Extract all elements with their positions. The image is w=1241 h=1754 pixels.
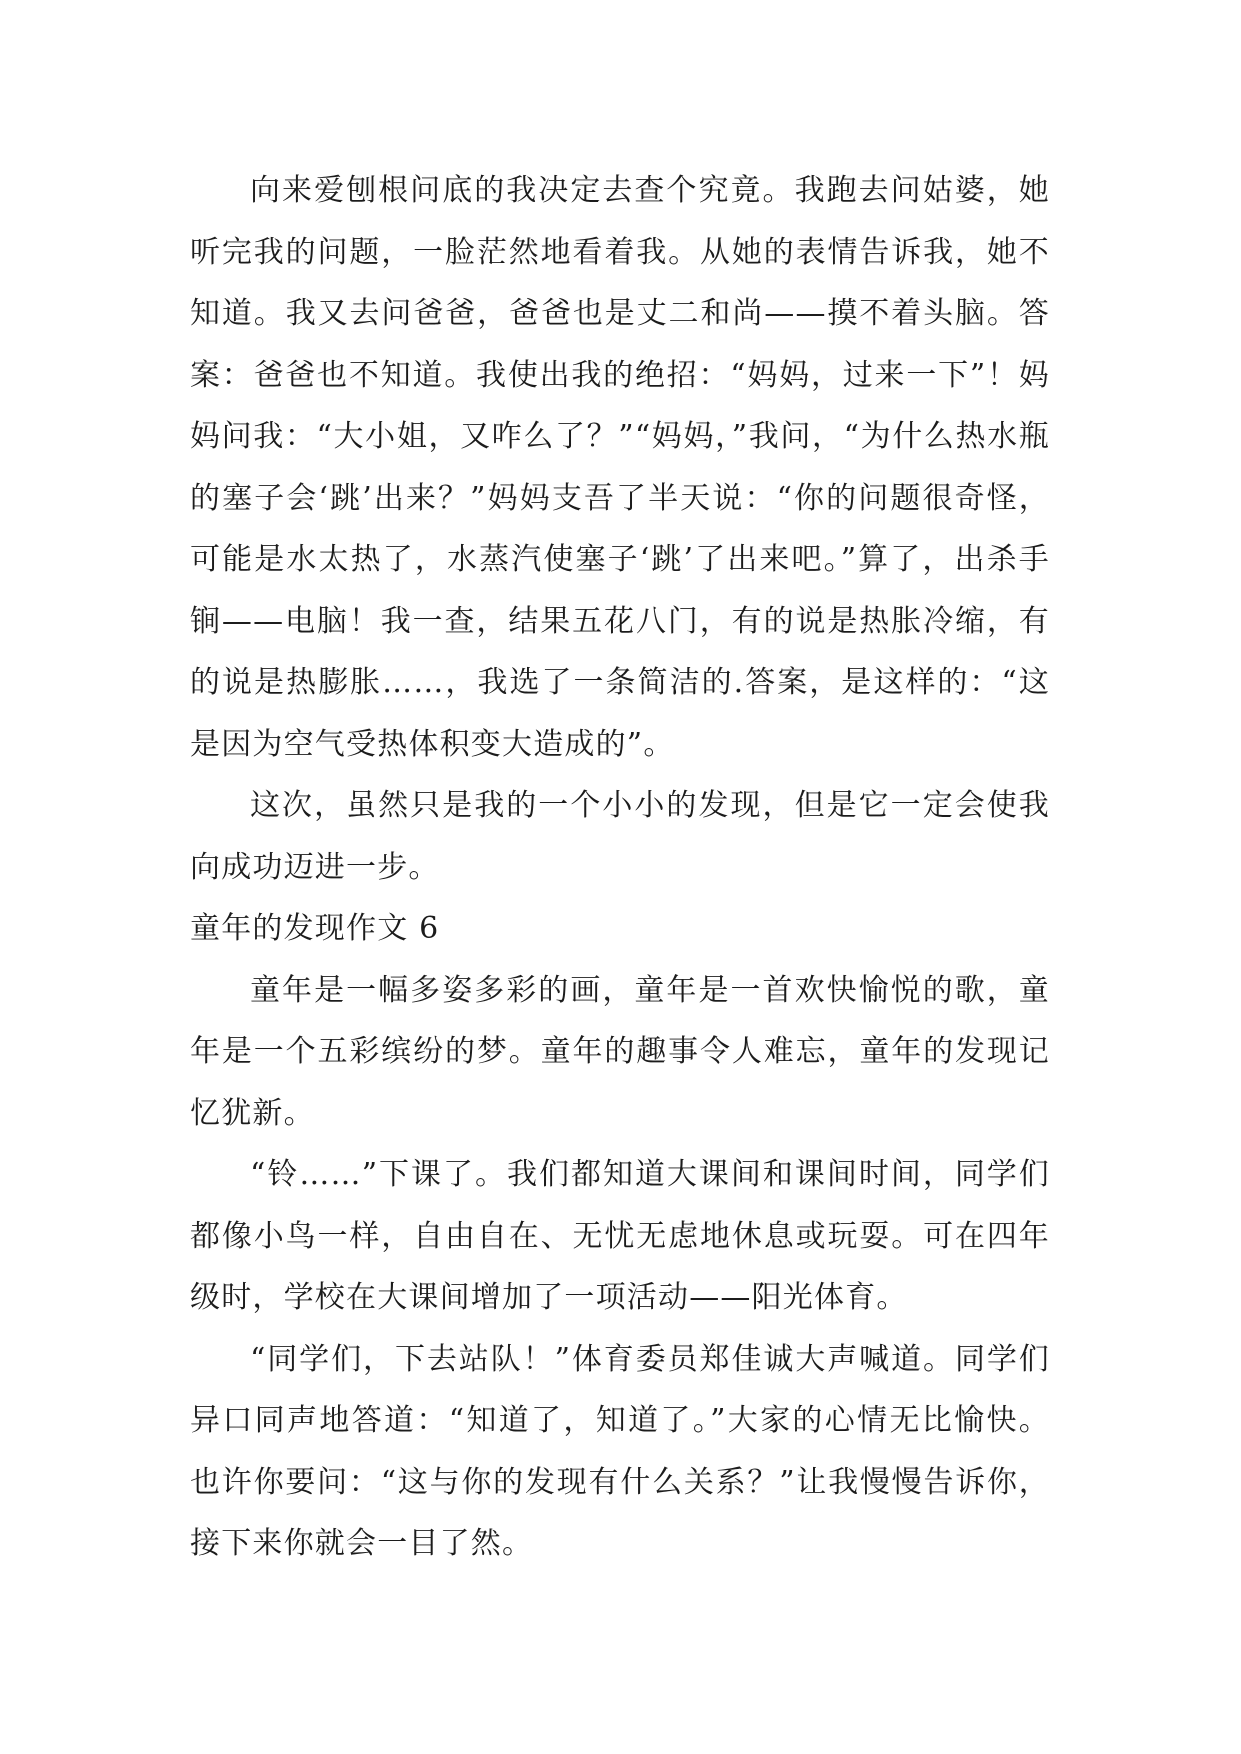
paragraph-childhood-intro: 童年是一幅多姿多彩的画，童年是一首欢快愉悦的歌，童年是一个五彩缤纷的梦。童年的趣事令人难忘，童年的发现记忆犹新。: [190, 972, 1050, 1131]
paragraph-investigation: 向来爱刨根问底的我决定去查个究竟。我跑去问姑婆，她听完我的问题，一脸茫然地看着我。从她的表情告诉我，她不知道。我又去问爸爸，爸爸也是丈二和尚——摸不着头脑。答案：爸爸也不知道。我使出我的绝招：“妈妈，过来一下”！妈妈问我：“大小姐，又咋么了？”“妈妈，”我问，“为什么热水瓶的塞子会‘跳’出来？”妈妈支吾了半天说：“你的问题很奇怪，可能是水太热了，水蒸汽使塞子‘跳’了出来吧。”算了，出杀手锏——电脑！我一查，结果五花八门，有的说是热胀冷缩，有的说是热膨胀……，我选了一条简洁的.答案，是这样的：“这是因为空气受热体积变大造成的”。: [190, 173, 1050, 762]
essay-heading: 童年的发现作文 6: [190, 911, 440, 946]
paragraph-line-up: “同学们，下去站队！”体育委员郑佳诚大声喊道。同学们异口同声地答道：“知道了，知道了。”大家的心情无比愉快。也许你要问：“这与你的发现有什么关系？”让我慢慢告诉你，接下来你就会一目了然。: [190, 1341, 1050, 1561]
paragraph-recess: “铃……”下课了。我们都知道大课间和课间时间，同学们都像小鸟一样，自由自在、无忧无虑地休息或玩耍。可在四年级时，学校在大课间增加了一项活动——阳光体育。: [190, 1157, 1050, 1315]
paragraph-conclusion: 这次，虽然只是我的一个小小的发现，但是它一定会使我向成功迈进一步。: [190, 788, 1050, 885]
document-body: [190, 160, 1050, 1575]
